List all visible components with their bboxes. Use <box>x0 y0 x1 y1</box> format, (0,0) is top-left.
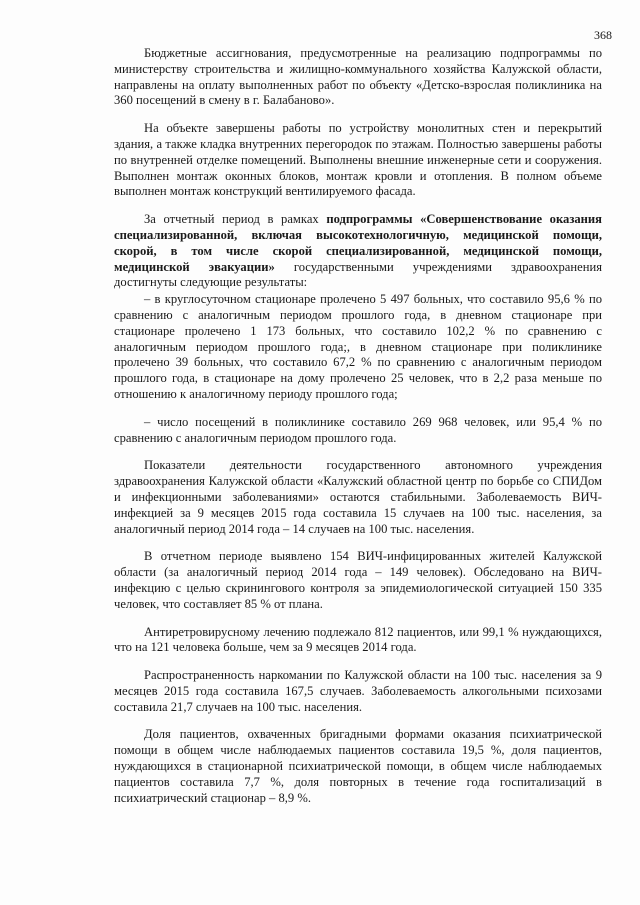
page-number: 368 <box>594 28 612 42</box>
paragraph-narcology: Распространенность наркомании по Калужской области на 100 тыс. населения за 9 месяцев 2015 года составила 167,5 случаев. Заболеваемость алкогольными психозами составила 21,7 случаев на 100 тыс. населения. <box>114 668 602 714</box>
paragraph-antiretroviral: Антиретровирусному лечению подлежало 812 пациентов, или 99,1 % нуждающихся, что на 121 человека больше, чем за 9 месяцев 2014 года. <box>114 624 602 655</box>
paragraph-construction: На объекте завершены работы по устройству монолитных стен и перекрытий здания, а также кладка внутренних перегородок по этажам. Полностью завершены работы по внутренней отделке помещений. Выполнены внешние инженерные сети и сооружения. Выполнен монтаж оконных блоков, монтаж кровли и отопления. В полном объеме выполнен монтаж конструкций вентилируемого фасада. <box>114 121 602 199</box>
paragraph-psychiatry: Доля пациентов, охваченных бригадными формами оказания психиатрической помощи в общем числе наблюдаемых пациентов составила 19,5 %, доля пациентов, нуждающихся в стационарной психиатрической помощи, в общем числе наблюдаемых пациентов составила 7,7 %, доля повторных в течение года госпитализаций в психиатрический стационар – 8,9 %. <box>114 727 602 805</box>
paragraph-hiv-detection: В отчетном периоде выявлено 154 ВИЧ-инфицированных жителей Калужской области (за аналогичный период 2014 года – 149 человек). Обследовано на ВИЧ-инфекцию с целью скринингового контроля за эпидемиологической ситуацией 150 335 человек, что составляет 85 % от плана. <box>114 549 602 611</box>
paragraph-budget: Бюджетные ассигнования, предусмотренные на реализацию подпрограммы по министерству строительства и жилищно-коммунального хозяйства Калужской области, направлены на оплату выполненных работ по объекту «Детско-взрослая поликлиника на 360 посещений в смену в г. Балабаново». <box>114 46 602 108</box>
paragraph-aids-center: Показатели деятельности государственного автономного учреждения здравоохранения Калужской области «Калужский областной центр по борьбе со СПИДом и инфекционными заболеваниями» остаются стабильными. Заболеваемость ВИЧ-инфекцией за 9 месяцев 2015 года составила 15 случаев на 100 тыс. населения, за аналогичный период 2014 года – 14 случаев на 100 тыс. населения. <box>114 458 602 536</box>
subprogram-title: подпрограммы «Совершенствование оказания специализированной, включая высокотехнологичную, медицинской помощи, скорой, в том числе скорой специализированной, медицинской помощи, медицинской эвакуации» <box>114 212 602 274</box>
paragraph-subprogram <box>114 212 602 291</box>
subprogram-tail: государственными учреждениями здравоохранения достигнуты следующие результаты: <box>114 259 603 290</box>
document-body <box>114 46 602 818</box>
result-item-inpatient: – в круглосуточном стационаре пролечено 5 497 больных, что составило 95,6 % по сравнению с аналогичным периодом прошлого года, в дневном стационаре при стационаре пролечено 1 173 больных, что составило 102,2 % по сравнению с аналогичным периодом прошлого года;, в дневном стационаре при поликлинике пролечено 39 больных, что составило 67,2 % по сравнению с аналогичным периодом прошлого года, в стационаре на дому пролечено 25 человек, что в 2,2 раза меньше по отношению к аналогичному периоду прошлого года; <box>114 292 602 401</box>
result-item-visits: – число посещений в поликлинике составило 269 968 человек, или 95,4 % по сравнению с аналогичным периодом прошлого года. <box>114 414 602 445</box>
subprogram-lead: За отчетный период в рамках <box>144 212 327 227</box>
